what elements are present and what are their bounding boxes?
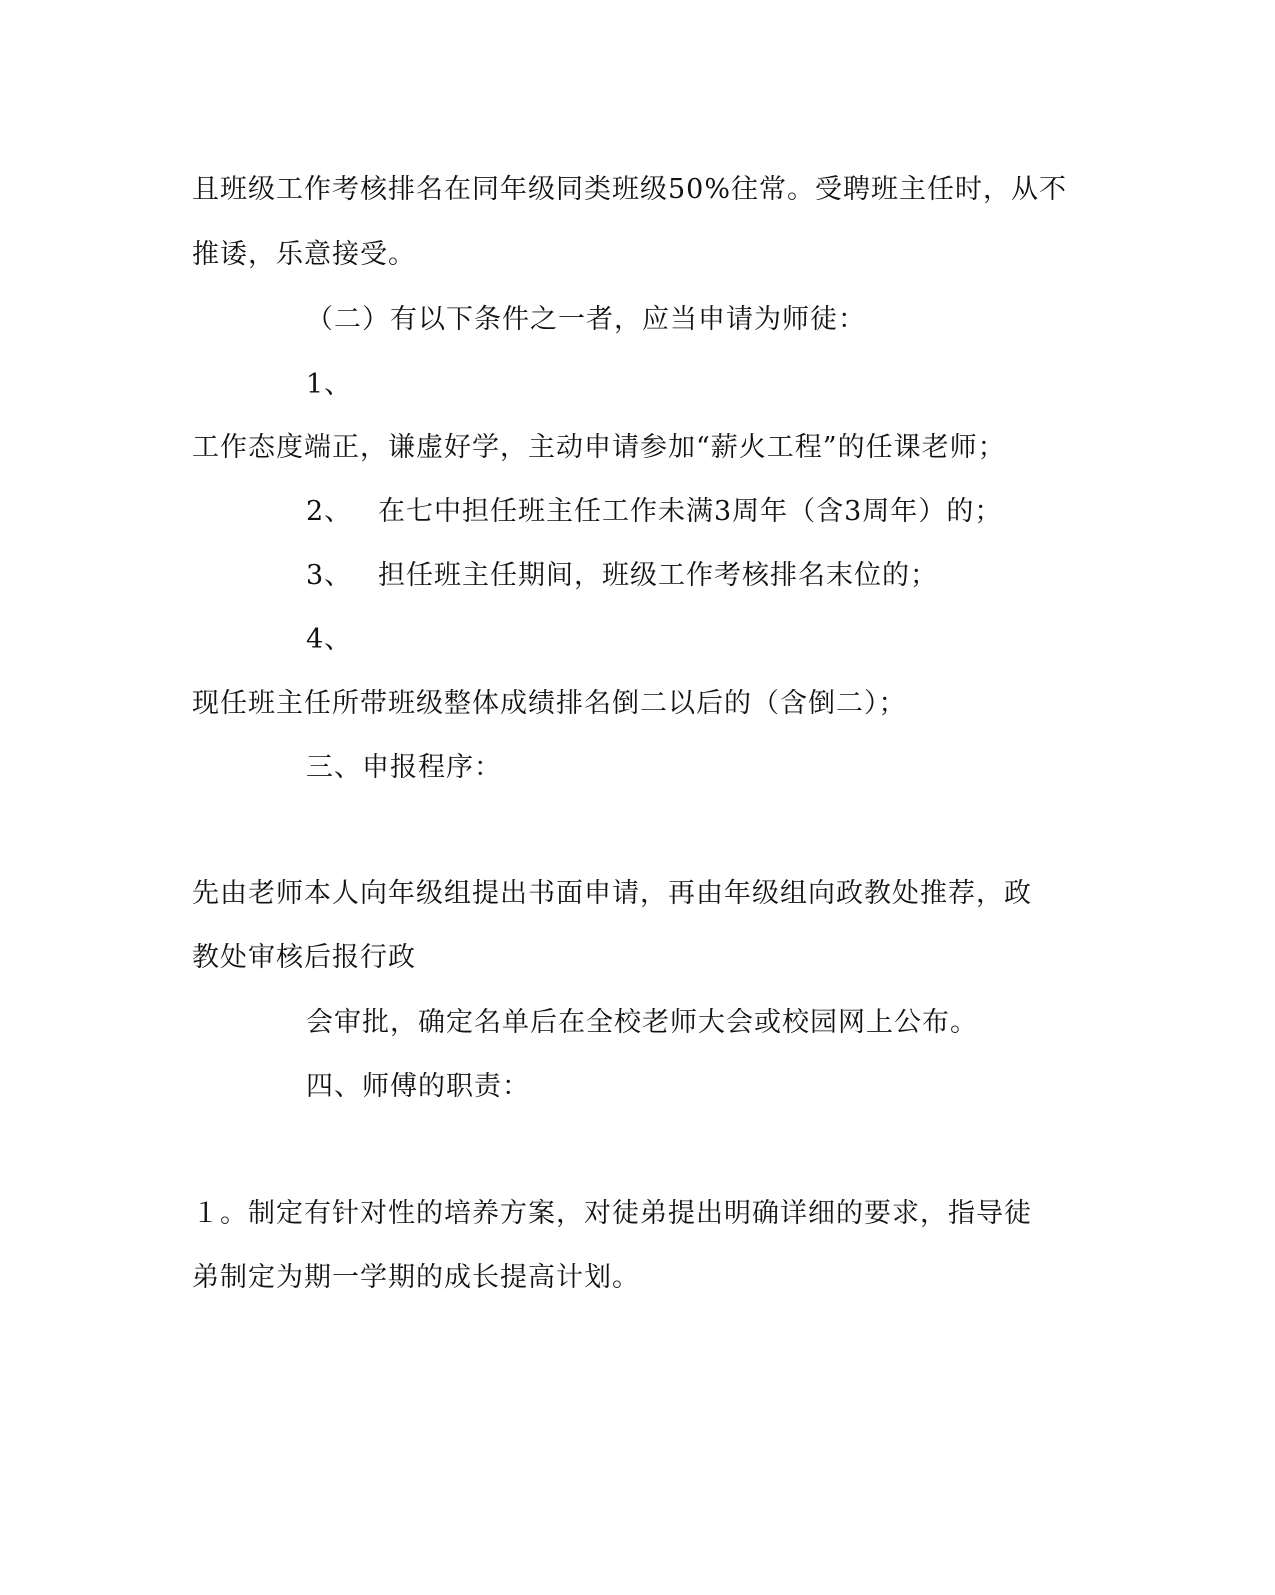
paragraph-line: 推诿，乐意接受。 <box>192 239 416 270</box>
list-item-text: 现任班主任所带班级整体成绩排名倒二以后的（含倒二）； <box>192 688 907 719</box>
list-item-text: 担任班主任期间，班级工作考核排名末位的； <box>378 560 938 591</box>
list-number: 1、 <box>306 369 353 400</box>
paragraph-line: 教处审核后报行政 <box>192 942 416 973</box>
paragraph-line: １。制定有针对性的培养方案，对徒弟提出明确详细的要求，指导徒 <box>192 1198 1032 1229</box>
list-item-text: 在七中担任班主任工作未满3周年（含3周年）的； <box>378 496 1003 527</box>
list-number: 3、 <box>306 560 353 591</box>
paragraph-line: 会审批，确定名单后在全校老师大会或校园网上公布。 <box>306 1007 978 1038</box>
section-heading: 三、申报程序： <box>306 752 502 783</box>
section-heading: （二）有以下条件之一者，应当申请为师徒： <box>306 304 866 335</box>
section-heading: 四、师傅的职责： <box>306 1071 530 1102</box>
list-item-text: 工作态度端正，谦虚好学，主动申请参加“薪火工程”的任课老师； <box>192 432 1006 463</box>
list-number: 2、 <box>306 496 353 527</box>
paragraph-line: 弟制定为期一学期的成长提高计划。 <box>192 1262 640 1293</box>
paragraph-line: 先由老师本人向年级组提出书面申请，再由年级组向政教处推荐，政 <box>192 878 1032 909</box>
list-number: 4、 <box>306 624 353 655</box>
paragraph-line: 且班级工作考核排名在同年级同类班级50%往常。受聘班主任时，从不 <box>192 174 1068 205</box>
